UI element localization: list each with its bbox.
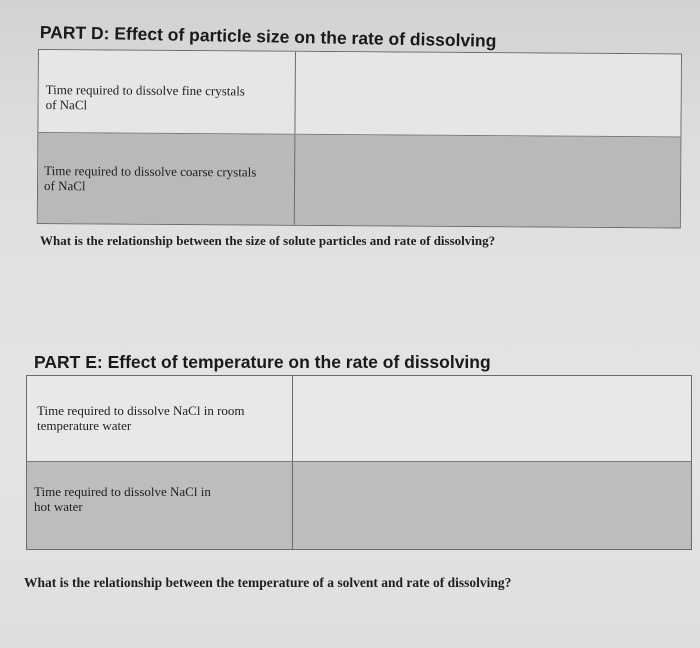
label-line: Time required to dissolve fine crystals [45,82,245,99]
part-d-table [37,49,682,228]
part-e-heading: PART E: Effect of temperature on the rate of dissolving [34,352,491,372]
label-line: Time required to dissolve coarse crystals [44,163,257,180]
row-label-fine-crystals [38,50,296,134]
table-row [27,462,691,549]
answer-cell-hot-water[interactable] [293,462,691,549]
table-row [38,50,681,137]
row-label-hot-water [27,462,293,549]
label-line: of NaCl [45,97,88,113]
table-row [27,376,691,462]
label-line: Time required to dissolve NaCl in room [37,403,245,418]
part-e-table [26,375,692,550]
part-d-question: What is the relationship between the size of solute particles and rate of dissolving? [40,233,496,248]
part-e-question: What is the relationship between the temperature of a solvent and rate of dissolving? [24,575,512,590]
label-line: Time required to dissolve NaCl in [34,484,211,499]
label-line: temperature water [37,418,132,433]
answer-cell-room-temperature[interactable] [293,376,691,461]
table-row [38,133,681,227]
row-label-room-temperature [27,376,293,461]
answer-cell-fine-crystals[interactable] [295,52,681,137]
part-d-heading: PART D: Effect of particle size on the rate of dissolving [39,22,497,51]
label-line: hot water [34,499,83,514]
answer-cell-coarse-crystals[interactable] [295,135,681,228]
row-label-coarse-crystals [38,133,296,225]
label-line: of NaCl [43,178,86,194]
